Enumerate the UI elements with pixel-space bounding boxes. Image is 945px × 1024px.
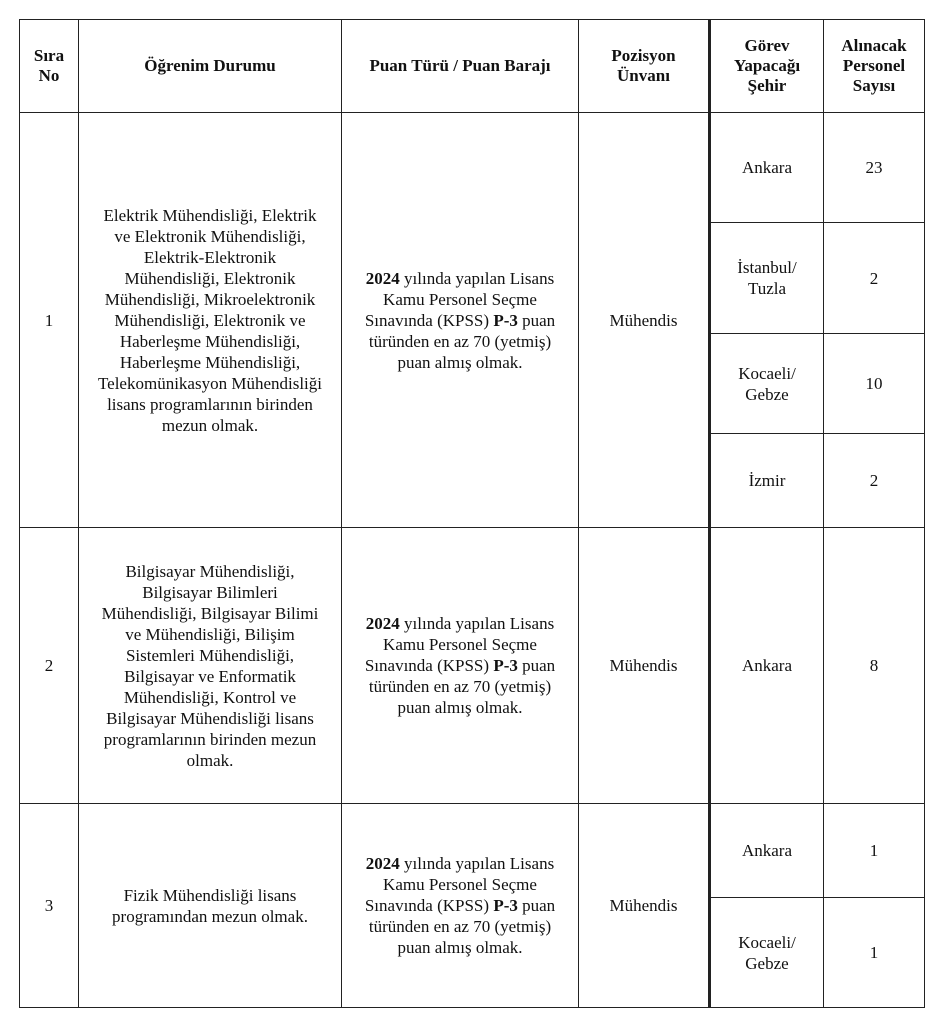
count-cell: 23 [824, 113, 925, 223]
count-cell: 10 [824, 334, 925, 434]
table-row [20, 804, 925, 898]
score-type: P-3 [493, 656, 518, 675]
personnel-table [19, 19, 925, 1008]
position-cell: Mühendis [579, 804, 710, 1008]
city-cell [710, 898, 824, 1008]
score-cell [342, 804, 579, 1008]
count-cell: 8 [824, 528, 925, 804]
score-text-2: puan türünden en az 70 (yetmiş) puan almış olmak. [368, 656, 556, 717]
row-no: 2 [20, 528, 79, 804]
education-cell [79, 528, 342, 804]
header-personel-sayisi: Alınacak Personel Sayısı [824, 20, 925, 113]
city-cell: Ankara [710, 804, 824, 898]
score-cell [342, 113, 579, 528]
education-cell [79, 113, 342, 528]
score-text-1: yılında yapılan Lisans Kamu Personel Seçme Sınavında (KPSS) [364, 614, 555, 675]
score-type: P-3 [493, 896, 518, 915]
header-gorev-sehir: Görev Yapacağı Şehir [710, 20, 824, 113]
count-cell: 2 [824, 434, 925, 528]
header-sira-no: Sıra No [20, 20, 79, 113]
city-text: Kocaeli/ Gebze [738, 932, 796, 973]
row-no: 3 [20, 804, 79, 1008]
header-pozisyon-unvani: Pozisyon Ünvanı [579, 20, 710, 113]
city-cell [710, 223, 824, 334]
score-text-1: yılında yapılan Lisans Kamu Personel Seçme Sınavında (KPSS) [364, 268, 555, 330]
count-cell: 1 [824, 898, 925, 1008]
education-text: Bilgisayar Mühendisliği, Bilgisayar Bilimleri Mühendisliği, Bilgisayar Bilimi ve Mühendisliği, Bilişim Sistemleri Mühendisliği, Bilgisayar ve Enformatik Mühendisliği, Kontrol ve Bilgisayar Mühendisliği lisans programlarının birinden mezun olmak. [101, 561, 319, 770]
score-year: 2024 [365, 854, 400, 873]
count-cell: 2 [824, 223, 925, 334]
score-text-2: puan türünden en az 70 (yetmiş) puan almış olmak. [368, 896, 556, 957]
score-text-1: yılında yapılan Lisans Kamu Personel Seçme Sınavında (KPSS) [364, 854, 555, 915]
city-cell [710, 334, 824, 434]
header-puan-turu: Puan Türü / Puan Barajı [342, 20, 579, 113]
education-cell [79, 804, 342, 1008]
score-year: 2024 [365, 268, 400, 288]
count-cell: 1 [824, 804, 925, 898]
city-text: Kocaeli/ Gebze [738, 363, 796, 404]
score-text-2: puan türünden en az 70 (yetmiş) puan almış olmak. [368, 310, 556, 372]
city-text: İstanbul/ Tuzla [737, 258, 797, 298]
position-cell: Mühendis [579, 113, 710, 528]
education-text: Elektrik Mühendisliği, Elektrik ve Elektronik Mühendisliği, Elektrik-Elektronik Mühendisliği, Elektronik Mühendisliği, Mikroelektronik Mühendisliği, Elektronik ve Haberleşme Mühendisliği, Haberleşme Mühendisliği, Telekomünikasyon Mühendisliği lisans programlarının birinden mezun olmak. [97, 205, 323, 435]
table-row [20, 113, 925, 223]
city-cell: İzmir [710, 434, 824, 528]
row-no: 1 [20, 113, 79, 528]
education-text: Fizik Mühendisliği lisans programından mezun olmak. [112, 885, 308, 926]
score-year: 2024 [365, 614, 400, 633]
city-cell: Ankara [710, 528, 824, 804]
table-row [20, 528, 925, 804]
score-type: P-3 [493, 310, 518, 330]
score-cell [342, 528, 579, 804]
header-ogrenim-durumu: Öğrenim Durumu [79, 20, 342, 113]
header-row [20, 20, 925, 113]
position-cell: Mühendis [579, 528, 710, 804]
city-cell: Ankara [710, 113, 824, 223]
